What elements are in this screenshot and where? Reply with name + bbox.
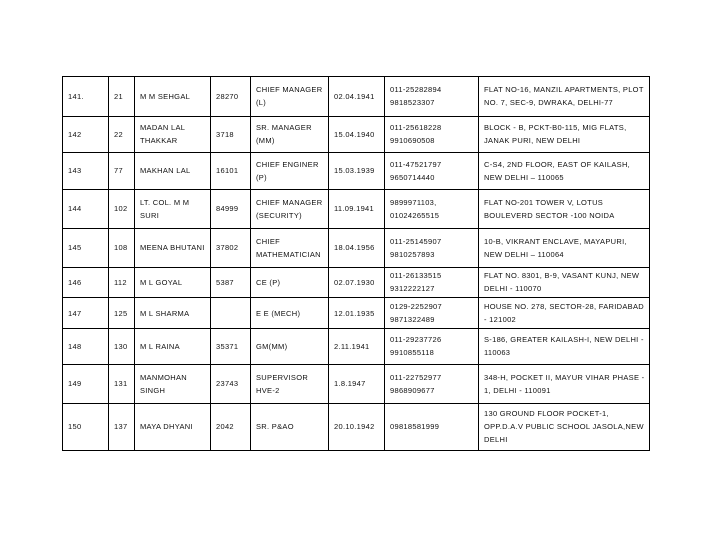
name-cell: MAKHAN LAL xyxy=(135,152,211,189)
name-cell: LT. COL. M M SURI xyxy=(135,189,211,228)
id-cell: 2042 xyxy=(211,403,251,450)
table-row xyxy=(63,298,650,329)
serial-cell: 147 xyxy=(63,298,109,329)
phone-cell: 011-25618228 9910690508 xyxy=(385,116,479,152)
serial-cell: 144 xyxy=(63,189,109,228)
serial-cell: 145 xyxy=(63,228,109,267)
table-row xyxy=(63,403,650,450)
designation-cell: CHIEF ENGINER (P) xyxy=(251,152,329,189)
table-row xyxy=(63,116,650,152)
id-cell: 5387 xyxy=(211,267,251,298)
id-cell: 28270 xyxy=(211,77,251,117)
id-cell xyxy=(211,298,251,329)
dob-cell: 11.09.1941 xyxy=(329,189,385,228)
address-cell: C-S4, 2ND FLOOR, EAST OF KAILASH, NEW DELHI – 110065 xyxy=(479,152,650,189)
address-cell: FLAT NO-16, MANZIL APARTMENTS, PLOT NO. 7, SEC-9, DWRAKA, DELHI-77 xyxy=(479,77,650,117)
serial-cell: 149 xyxy=(63,364,109,403)
address-cell: BLOCK - B, PCKT-B0-115, MIG FLATS, JANAK PURI, NEW DELHI xyxy=(479,116,650,152)
number-cell: 130 xyxy=(109,329,135,365)
phone-cell: 0129-2252907 9871322489 xyxy=(385,298,479,329)
name-cell: MADAN LAL THAKKAR xyxy=(135,116,211,152)
serial-cell: 141. xyxy=(63,77,109,117)
name-cell: MANMOHAN SINGH xyxy=(135,364,211,403)
phone-cell: 011-25282894 9818523307 xyxy=(385,77,479,117)
number-cell: 108 xyxy=(109,228,135,267)
phone-cell: 011-22752977 9868909677 xyxy=(385,364,479,403)
number-cell: 77 xyxy=(109,152,135,189)
number-cell: 131 xyxy=(109,364,135,403)
phone-cell: 011-47521797 9650714440 xyxy=(385,152,479,189)
number-cell: 102 xyxy=(109,189,135,228)
table-row xyxy=(63,77,650,117)
name-cell: M L GOYAL xyxy=(135,267,211,298)
name-cell: MAYA DHYANI xyxy=(135,403,211,450)
designation-cell: SR. MANAGER (MM) xyxy=(251,116,329,152)
designation-cell: CHIEF MANAGER (L) xyxy=(251,77,329,117)
id-cell: 16101 xyxy=(211,152,251,189)
designation-cell: GM(MM) xyxy=(251,329,329,365)
address-cell: S-186, GREATER KAILASH-I, NEW DELHI - 110063 xyxy=(479,329,650,365)
number-cell: 112 xyxy=(109,267,135,298)
name-cell: M L RAINA xyxy=(135,329,211,365)
address-cell: 130 GROUND FLOOR POCKET-1, OPP.D.A.V PUBLIC SCHOOL JASOLA,NEW DELHI xyxy=(479,403,650,450)
table-row xyxy=(63,329,650,365)
phone-cell: 09818581999 xyxy=(385,403,479,450)
id-cell: 35371 xyxy=(211,329,251,365)
phone-cell: 011-26133515 9312222127 xyxy=(385,267,479,298)
number-cell: 22 xyxy=(109,116,135,152)
phone-cell: 011-25145907 9810257893 xyxy=(385,228,479,267)
address-cell: 348-H, POCKET II, MAYUR VIHAR PHASE - 1, DELHI - 110091 xyxy=(479,364,650,403)
id-cell: 84999 xyxy=(211,189,251,228)
address-cell: HOUSE NO. 278, SECTOR-28, FARIDABAD - 121002 xyxy=(479,298,650,329)
designation-cell: SUPERVISOR HVE-2 xyxy=(251,364,329,403)
designation-cell: CE (P) xyxy=(251,267,329,298)
dob-cell: 12.01.1935 xyxy=(329,298,385,329)
dob-cell: 02.07.1930 xyxy=(329,267,385,298)
dob-cell: 20.10.1942 xyxy=(329,403,385,450)
table-row xyxy=(63,267,650,298)
member-table xyxy=(62,76,650,451)
dob-cell: 15.04.1940 xyxy=(329,116,385,152)
address-cell: FLAT NO. 8301, B-9, VASANT KUNJ, NEW DELHI - 110070 xyxy=(479,267,650,298)
dob-cell: 15.03.1939 xyxy=(329,152,385,189)
designation-cell: E E (MECH) xyxy=(251,298,329,329)
id-cell: 37802 xyxy=(211,228,251,267)
serial-cell: 150 xyxy=(63,403,109,450)
designation-cell: CHIEF MANAGER (SECURITY) xyxy=(251,189,329,228)
id-cell: 3718 xyxy=(211,116,251,152)
table-row xyxy=(63,364,650,403)
phone-cell: 9899971103, 01024265515 xyxy=(385,189,479,228)
address-cell: FLAT NO-201 TOWER V, LOTUS BOULEVERD SECTOR -100 NOIDA xyxy=(479,189,650,228)
dob-cell: 1.8.1947 xyxy=(329,364,385,403)
number-cell: 137 xyxy=(109,403,135,450)
serial-cell: 142 xyxy=(63,116,109,152)
phone-cell: 011-29237726 9910855118 xyxy=(385,329,479,365)
number-cell: 21 xyxy=(109,77,135,117)
dob-cell: 2.11.1941 xyxy=(329,329,385,365)
dob-cell: 18.04.1956 xyxy=(329,228,385,267)
address-cell: 10-B, VIKRANT ENCLAVE, MAYAPURI, NEW DELHI – 110064 xyxy=(479,228,650,267)
designation-cell: SR. P&AO xyxy=(251,403,329,450)
name-cell: M M SEHGAL xyxy=(135,77,211,117)
table-row xyxy=(63,189,650,228)
serial-cell: 143 xyxy=(63,152,109,189)
name-cell: M L SHARMA xyxy=(135,298,211,329)
number-cell: 125 xyxy=(109,298,135,329)
serial-cell: 146 xyxy=(63,267,109,298)
table-row xyxy=(63,152,650,189)
id-cell: 23743 xyxy=(211,364,251,403)
name-cell: MEENA BHUTANI xyxy=(135,228,211,267)
table-row xyxy=(63,228,650,267)
designation-cell: CHIEF MATHEMATICIAN xyxy=(251,228,329,267)
dob-cell: 02.04.1941 xyxy=(329,77,385,117)
serial-cell: 148 xyxy=(63,329,109,365)
